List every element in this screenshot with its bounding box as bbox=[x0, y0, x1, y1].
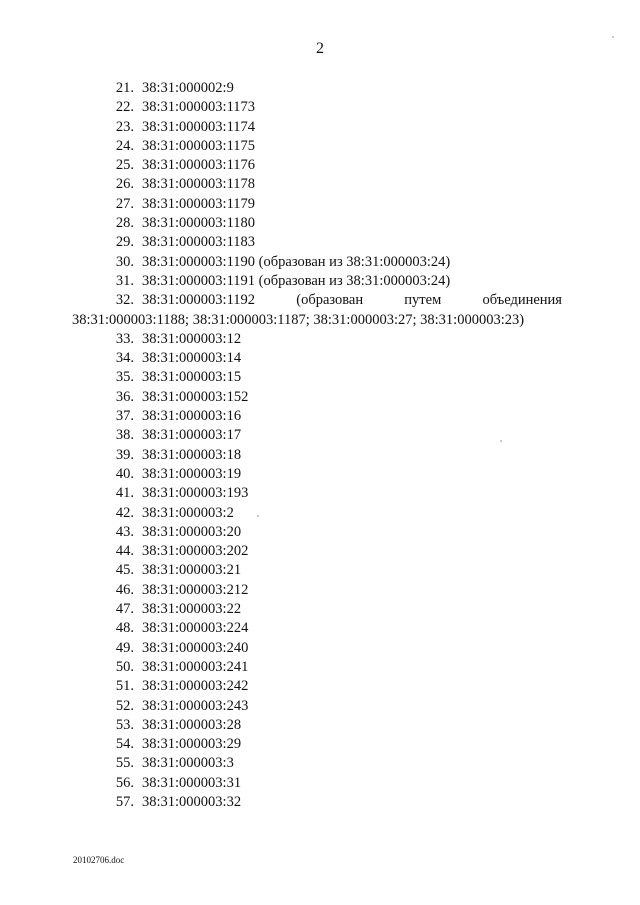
item-number: 45. bbox=[115, 562, 134, 579]
item-text: 38:31:000003:3 bbox=[142, 755, 234, 772]
item-word: путем bbox=[404, 292, 442, 309]
list-item bbox=[0, 368, 640, 387]
item-number: 48. bbox=[115, 620, 134, 637]
list-item bbox=[0, 504, 640, 523]
item-text: 38:31:000003:193 bbox=[142, 485, 249, 502]
list-item bbox=[0, 118, 640, 137]
item-text: 38:31:000003:1174 bbox=[142, 118, 256, 135]
item-number: 43. bbox=[115, 523, 134, 540]
item-text: 38:31:000003:18 bbox=[142, 446, 242, 463]
item-text: 38:31:000003:2 bbox=[142, 504, 234, 521]
item-text: 38:31:000003:28 bbox=[142, 716, 242, 733]
list-item bbox=[0, 407, 640, 426]
list-item bbox=[0, 253, 640, 272]
item-text: 38:31:000002:9 bbox=[142, 80, 234, 96]
item-number: 50. bbox=[115, 658, 134, 675]
item-text: 38:31:000003:241 bbox=[142, 658, 249, 675]
item-text: 38:31:000003:242 bbox=[142, 678, 249, 695]
list-item bbox=[0, 600, 640, 619]
item-text: 38:31:000003:1176 bbox=[142, 157, 256, 174]
item-text: 38:31:000003:20 bbox=[142, 523, 242, 540]
item-number: 41. bbox=[115, 485, 134, 502]
item-number: 39. bbox=[115, 446, 134, 463]
item-number: 44. bbox=[115, 543, 134, 560]
list-item bbox=[0, 793, 640, 812]
item-text: 38:31:000003:31 bbox=[142, 774, 242, 791]
item-text: 38:31:000003:1178 bbox=[142, 176, 256, 193]
item-text: 38:31:000003:240 bbox=[142, 639, 249, 656]
item-number: 27. bbox=[115, 195, 134, 212]
item-number: 36. bbox=[115, 388, 134, 405]
item-number: 52. bbox=[115, 697, 134, 714]
list-item bbox=[0, 523, 640, 542]
item-word: 38:31:000003:1192 bbox=[142, 292, 256, 309]
item-text: 38:31:000003:212 bbox=[142, 581, 249, 598]
list-item bbox=[0, 79, 640, 98]
item-text: 38:31:000003:1175 bbox=[142, 137, 256, 154]
item-text: 38:31:000003:12 bbox=[142, 330, 242, 347]
item-number: 34. bbox=[115, 350, 134, 367]
item-text: 38:31:000003:16 bbox=[142, 408, 242, 425]
item-text: 38:31:000003:1180 bbox=[142, 215, 256, 232]
list-item bbox=[0, 388, 640, 407]
item-text: 38:31:000003:224 bbox=[142, 620, 249, 637]
item-text: 38:31:000003:19 bbox=[142, 465, 242, 482]
list-item bbox=[0, 639, 640, 658]
item-text: 38:31:000003:1183 bbox=[142, 234, 256, 251]
item-text: 38:31:000003:22 bbox=[142, 601, 242, 618]
item-text: 38:31:000003:14 bbox=[142, 350, 242, 367]
item-number: 35. bbox=[115, 369, 134, 386]
item-number: 23. bbox=[115, 118, 134, 135]
item-text-line2: 38:31:000003:1188; 38:31:000003:1187; 38:31:000003:27; 38:31:000003:23) bbox=[72, 311, 525, 328]
item-number: 51. bbox=[115, 678, 134, 695]
list-item bbox=[0, 581, 640, 600]
list-item bbox=[0, 175, 640, 194]
list-item bbox=[0, 716, 640, 735]
item-number: 21. bbox=[115, 80, 134, 96]
item-text: 38:31:000003:1179 bbox=[142, 195, 256, 212]
list-item bbox=[0, 214, 640, 233]
list-item bbox=[0, 233, 640, 252]
item-number: 26. bbox=[115, 176, 134, 193]
item-number: 30. bbox=[115, 253, 134, 270]
item-number: 24. bbox=[115, 137, 134, 154]
item-text: 38:31:000003:29 bbox=[142, 736, 242, 753]
list-item bbox=[0, 465, 640, 484]
item-number: 29. bbox=[115, 234, 134, 251]
item-number: 25. bbox=[115, 157, 134, 174]
item-word: объединения bbox=[482, 292, 562, 309]
item-number: 42. bbox=[115, 504, 134, 521]
list-item bbox=[0, 484, 640, 503]
list-item bbox=[0, 195, 640, 214]
item-text: 38:31:000003:21 bbox=[142, 562, 242, 579]
item-number: 22. bbox=[115, 99, 134, 116]
item-number: 57. bbox=[115, 793, 134, 810]
cadastral-list bbox=[0, 79, 640, 812]
list-item bbox=[0, 735, 640, 754]
item-number: 54. bbox=[115, 736, 134, 753]
item-number: 38. bbox=[115, 427, 134, 444]
list-item-multiline bbox=[0, 291, 640, 330]
scan-speck bbox=[500, 440, 502, 442]
item-number: 37. bbox=[115, 408, 134, 425]
list-item bbox=[0, 156, 640, 175]
item-text-line1 bbox=[142, 291, 562, 310]
list-item bbox=[0, 98, 640, 117]
list-item bbox=[0, 774, 640, 793]
item-text: 38:31:000003:152 bbox=[142, 388, 249, 405]
item-text: 38:31:000003:17 bbox=[142, 427, 242, 444]
item-text: 38:31:000003:1190 (образован из 38:31:000003:24) bbox=[142, 253, 451, 270]
item-number: 53. bbox=[115, 716, 134, 733]
item-number: 49. bbox=[115, 639, 134, 656]
list-item bbox=[0, 677, 640, 696]
item-text: 38:31:000003:1173 bbox=[142, 99, 256, 116]
list-item bbox=[0, 272, 640, 291]
page-number: 2 bbox=[316, 40, 324, 57]
item-number: 55. bbox=[115, 755, 134, 772]
item-number: 56. bbox=[115, 774, 134, 791]
list-item bbox=[0, 349, 640, 368]
item-number: 40. bbox=[115, 465, 134, 482]
item-number: 32. bbox=[115, 292, 134, 309]
scan-speck bbox=[612, 36, 614, 38]
list-item bbox=[0, 137, 640, 156]
list-item bbox=[0, 426, 640, 445]
scan-speck bbox=[257, 515, 259, 517]
item-word: (образован bbox=[296, 292, 364, 309]
item-text: 38:31:000003:243 bbox=[142, 697, 249, 714]
item-text: 38:31:000003:202 bbox=[142, 543, 249, 560]
item-number: 46. bbox=[115, 581, 134, 598]
list-item bbox=[0, 658, 640, 677]
list-item bbox=[0, 619, 640, 638]
item-text: 38:31:000003:32 bbox=[142, 793, 242, 810]
item-number: 31. bbox=[115, 272, 134, 289]
list-item bbox=[0, 561, 640, 580]
item-number: 33. bbox=[115, 330, 134, 347]
footer-filename: 20102706.doc bbox=[73, 855, 125, 865]
item-number: 28. bbox=[115, 215, 134, 232]
list-item bbox=[0, 446, 640, 465]
list-item bbox=[0, 330, 640, 349]
list-item bbox=[0, 542, 640, 561]
list-item bbox=[0, 697, 640, 716]
list-item bbox=[0, 754, 640, 773]
item-text: 38:31:000003:1191 (образован из 38:31:000003:24) bbox=[142, 272, 451, 289]
item-text: 38:31:000003:15 bbox=[142, 369, 242, 386]
item-number: 47. bbox=[115, 601, 134, 618]
